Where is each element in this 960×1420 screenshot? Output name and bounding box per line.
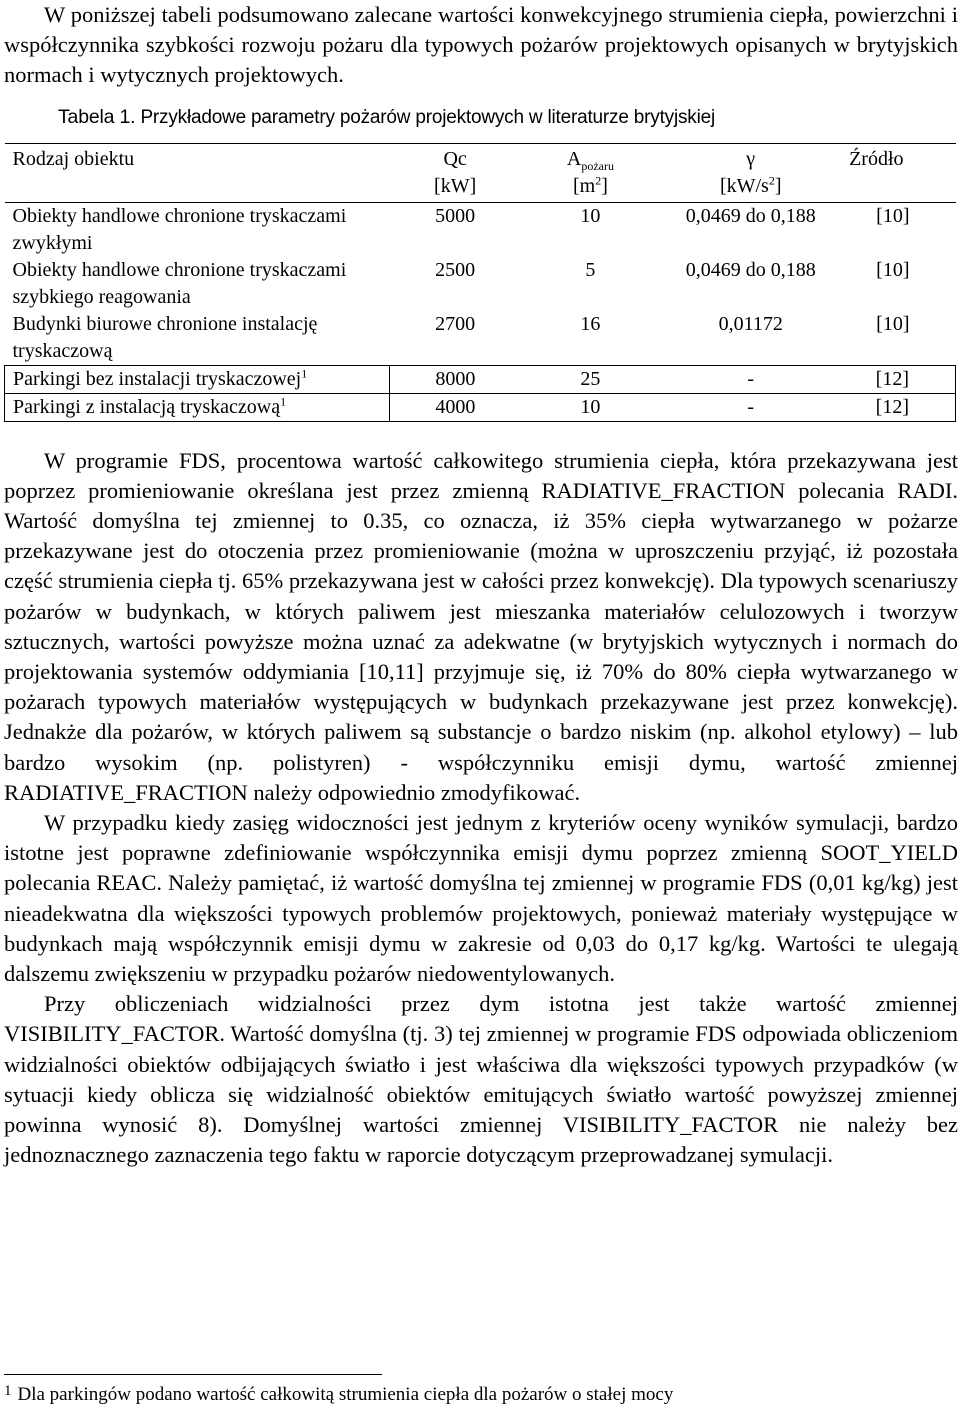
design-fire-parameters-table xyxy=(4,143,956,422)
footnote-text: Dla parkingów podano wartość całkowitą strumienia ciepła dla pożarów o stałej mocy xyxy=(17,1384,674,1405)
header-area-label: $A_{pożaru}$ xyxy=(566,147,614,173)
cell-qc: 2500 xyxy=(435,258,476,281)
cell-object-type: Budynki biurowe chronione instalację tryskaczową xyxy=(12,312,318,362)
cell-area: 16 xyxy=(580,312,601,335)
header-area-unit: $[m^2]$ xyxy=(572,172,608,197)
cell-gamma: - xyxy=(660,393,841,421)
header-qc xyxy=(390,143,521,202)
header-fire-area xyxy=(520,143,660,202)
cell-qc: 8000 xyxy=(390,365,521,393)
cell-object-type: Obiekty handlowe chronione tryskaczami szybkiego reagowania xyxy=(12,258,347,308)
cell-area: 10 xyxy=(580,204,601,227)
cell-object-type: Obiekty handlowe chronione tryskaczami zwykłymi xyxy=(12,204,347,254)
cell-source: [12] xyxy=(841,365,955,393)
cell-area: 10 xyxy=(520,393,660,421)
header-qc-unit: [kW] xyxy=(434,174,477,197)
footnote xyxy=(4,1380,944,1410)
table-header-row xyxy=(5,143,956,202)
cell-object-type: Parkingi bez instalacji tryskaczowej$^1$ xyxy=(5,365,390,393)
cell-source: [10] xyxy=(876,312,910,335)
table-caption-label: Tabela 1. xyxy=(58,105,136,128)
table-caption-text: Przykładowe parametry pożarów projektowych w literaturze brytyjskiej xyxy=(140,106,715,128)
intro-paragraph: W poniższej tabeli podsumowano zalecane wartości konwekcyjnego strumienia ciepła, powierzchni i współczynnika szybkości rozwoju pożaru dla typowych pożarów projektowych opisanych w brytyjskich normach i wytycznych projektowych. xyxy=(4,2,958,88)
table-row xyxy=(5,311,956,366)
footnote-divider xyxy=(4,1374,382,1375)
cell-gamma: - xyxy=(660,365,841,393)
cell-area: 5 xyxy=(585,258,596,281)
cell-gamma: 0,0469 do 0,188 xyxy=(685,258,816,281)
cell-area: 25 xyxy=(520,365,660,393)
cell-gamma: 0,01172 xyxy=(718,312,783,335)
table-row xyxy=(5,365,956,393)
cell-gamma: 0,0469 do 0,188 xyxy=(685,204,816,227)
table-row xyxy=(5,257,956,311)
body-paragraph-visibility-factor: Przy obliczeniach widzialności przez dym istotna jest także wartość zmiennej VISIBILITY_FACTOR. Wartość domyślna (tj. 3) tej zmiennej w programie FDS odpowiada obliczeniom widzialności obiektów odbijających światło i jest właściwa dla większości typowych przypadków (w sytuacji kiedy oblicza się widzialność obiektów emitujących światło wartość powyższej zmiennej powinna wynosić 8). Domyślnej wartości zmiennej VISIBILITY_FACTOR nie należy bez jednoznacznego zaznaczenia tego faktu w raporcie dotyczącym przeprowadzanej symulacji. xyxy=(4,991,958,1168)
document-page xyxy=(4,0,958,1170)
cell-qc: 5000 xyxy=(435,204,476,227)
table-row xyxy=(5,393,956,421)
header-gamma xyxy=(660,143,841,202)
cell-source: [10] xyxy=(876,258,910,281)
body-paragraph-radiative-fraction: W programie FDS, procentowa wartość całkowitego strumienia ciepła, która przekazywana jest poprzez promieniowanie określana jest przez zmienną RADIATIVE_FRACTION polecania RADI. Wartość domyślna tej zmiennej to 0.35, co oznacza, iż 35% ciepła wytwarzanego w pożarze przekazywane jest do otoczenia przez promieniowanie (można w uproszczeniu przyjąć, iż pozostała część strumienia ciepła tj. 65% przekazywana jest w całości przez konwekcję). Dla typowych scenariuszy pożarów w budynkach, w których paliwem jest mieszanka materiałów celulozowych i tworzyw sztucznych, wartości powyższe można uznać za adekwatne (w brytyjskich wytycznych i normach do projektowania systemów oddymiania [10,11] przyjmuje się, iż 70% do 80% ciepła wytwarzanego w pożarach typowych materiałów występujących w budynkach przekazywane jest przez konwekcję). Jednakże dla pożarów, w których paliwem są substancje o bardzo niskim (np. alkohol etylowy) – lub bardzo wysokim (np. polistyren) - współczynniku emisji dymu, wartość zmiennej RADIATIVE_FRACTION należy odpowiednio zmodyfikować. xyxy=(4,447,958,805)
body-paragraph-soot-yield: W przypadku kiedy zasięg widoczności jest jednym z kryteriów oceny wyników symulacji, bardzo istotne jest poprawne zdefiniowanie współczynnika emisji dymu poprzez zmienną SOOT_YIELD polecania REAC. Należy pamiętać, iż wartość domyślna tej zmiennej w programie FDS (0,01 kg/kg) jest nieadekwatna dla większości typowych problemów projektowych, ponieważ materiały występujące w budynkach mają współczynnik emisji dymu w zakresie od 0,03 do 0,17 kg/kg. Wartości te ulegają dalszemu zwiększeniu w przypadku pożarów niedowentylowanych. xyxy=(4,810,958,987)
footnote-mark: 1 xyxy=(4,1383,12,1399)
header-qc-label: Qc xyxy=(443,147,467,170)
footnote-ref: 1 xyxy=(301,365,308,380)
header-gamma-unit: $[kW/s^2]$ xyxy=(719,172,782,197)
table-row xyxy=(5,202,956,257)
header-object-type: Rodzaj obiektu xyxy=(5,143,390,202)
header-source: Źródło xyxy=(841,143,955,202)
cell-qc: 4000 xyxy=(390,393,521,421)
header-gamma-label: γ xyxy=(746,147,756,170)
cell-source: [10] xyxy=(876,204,910,227)
cell-qc: 2700 xyxy=(435,312,476,335)
table-caption xyxy=(58,103,958,131)
cell-object-type: Parkingi z instalacją tryskaczową$^1$ xyxy=(5,393,390,421)
footnote-ref: 1 xyxy=(280,393,287,408)
cell-source: [12] xyxy=(841,393,955,421)
